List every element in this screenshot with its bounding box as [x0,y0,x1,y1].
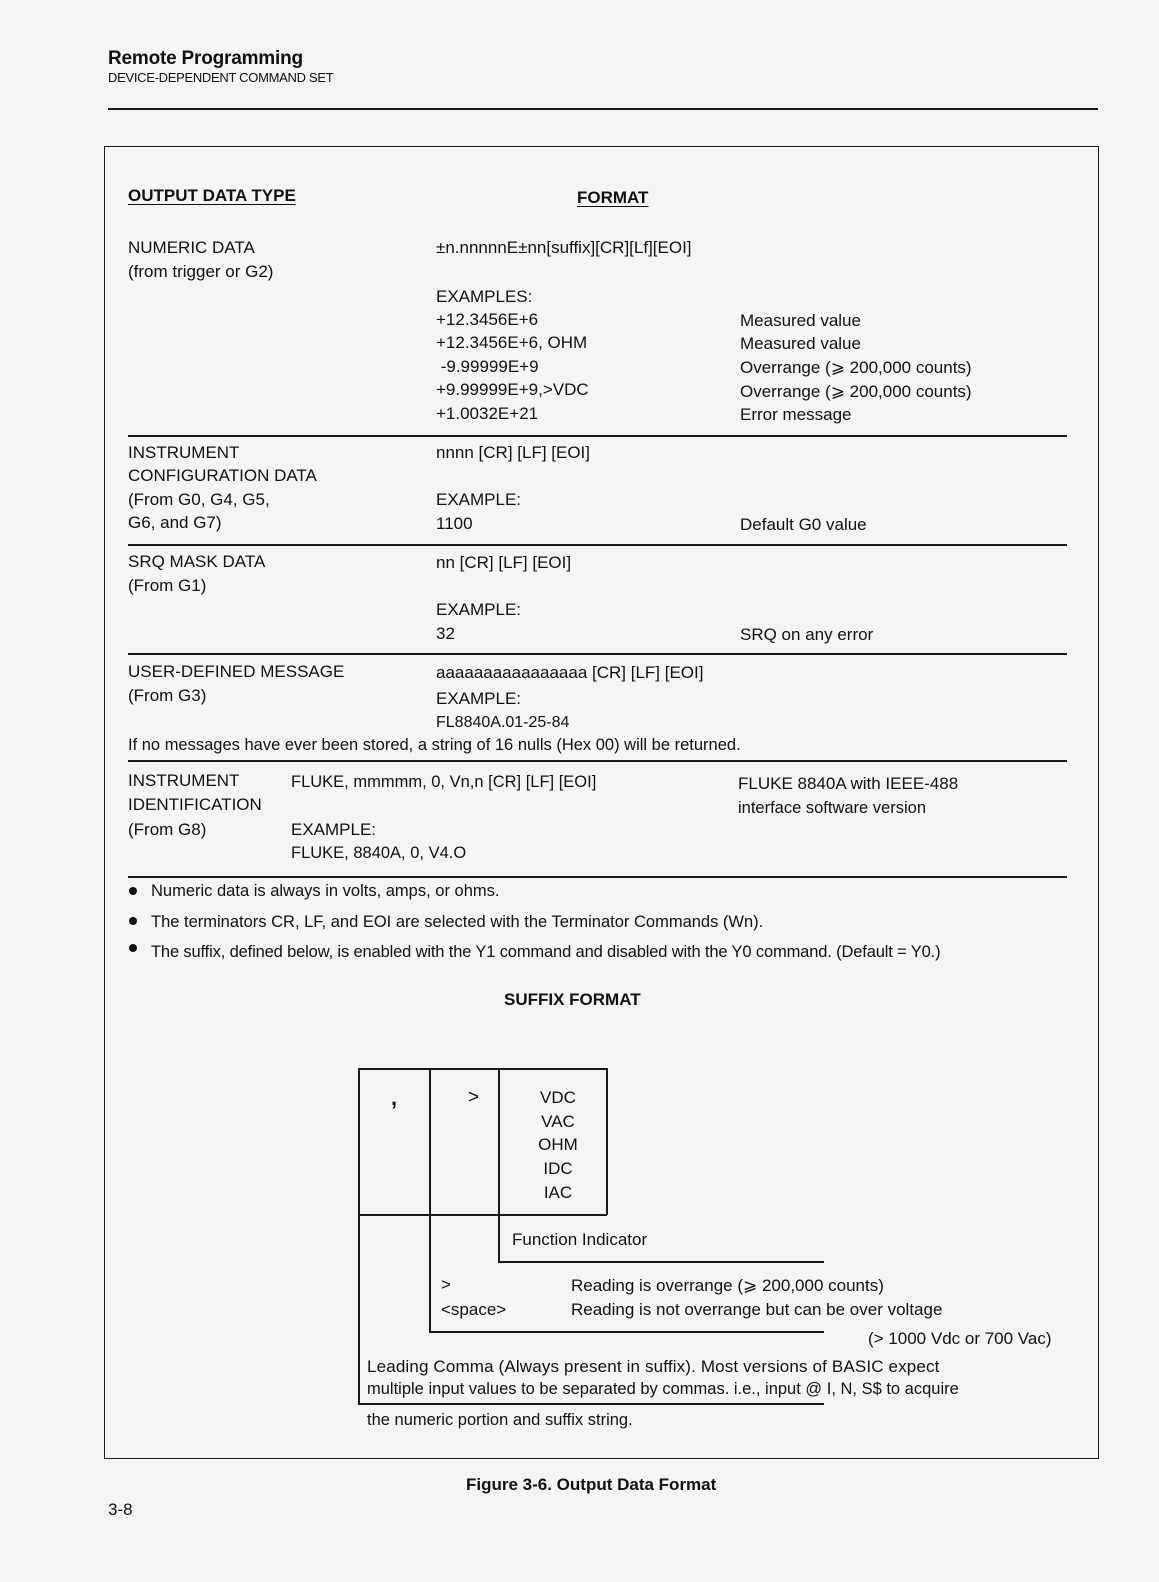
col-header-type: OUTPUT DATA TYPE [128,186,296,205]
config-type-line: CONFIGURATION DATA [128,466,317,485]
user-note: If no messages have ever been stored, a string of 16 nulls (Hex 00) will be returned. [128,736,741,754]
numeric-example-desc: Measured value [740,311,861,330]
numeric-example-desc: Error message [740,405,852,424]
function-code: VDC [540,1088,576,1107]
ident-format: FLUKE, mmmmm, 0, Vn,n [CR] [LF] [EOI] [291,773,597,791]
ident-desc-2: interface software version [738,799,927,817]
config-type-line: INSTRUMENT [128,443,240,462]
numeric-example-value: +12.3456E+6, OHM [436,333,588,352]
section-title: Remote Programming [108,48,303,69]
overrange-desc: Reading is overrange (⩾ 200,000 counts) [571,1276,884,1295]
row-divider [128,876,1067,878]
config-example-value: 1100 [436,514,473,533]
bullet-text: Numeric data is always in volts, amps, or ohms. [151,882,500,900]
ident-example-label: EXAMPLE: [291,820,377,839]
ident-type: INSTRUMENT [128,771,240,790]
row-divider [128,760,1067,762]
header-rule [108,108,1098,110]
numeric-example-desc: Overrange (⩾ 200,000 counts) [740,358,972,377]
numeric-examples-label: EXAMPLES: [436,287,533,306]
diagram-line [358,1403,824,1405]
user-example-label: EXAMPLE: [436,689,522,708]
function-code: OHM [538,1135,578,1154]
comma-desc-2: multiple input values to be separated by commas. i.e., input @ I, N, S$ to acquire [367,1380,959,1398]
numeric-example-desc: Overrange (⩾ 200,000 counts) [740,382,972,401]
user-example-value: FL8840A.01-25-84 [436,714,570,731]
bullet-dot [129,917,137,925]
diagram-line [498,1068,500,1262]
bullet-dot [129,887,137,895]
srq-type: SRQ MASK DATA [128,552,266,571]
row-divider [128,435,1067,437]
srq-format: nn [CR] [LF] [EOI] [436,553,572,572]
config-format: nnnn [CR] [LF] [EOI] [436,443,591,462]
col-header-format: FORMAT [577,188,649,207]
bullet-dot [129,944,137,952]
numeric-source: (from trigger or G2) [128,262,274,281]
page-number: 3-8 [108,1500,133,1519]
numeric-example-value: +1.0032E+21 [436,404,539,423]
config-type-line: (From G0, G4, G5, [128,490,270,509]
diagram-line [498,1261,824,1263]
function-indicator-label: Function Indicator [512,1230,648,1249]
ident-desc: FLUKE 8840A with IEEE-488 [738,774,959,793]
bullet-text: The suffix, defined below, is enabled with the Y1 command and disabled with the Y0 command. (Default = Y0.) [151,943,941,961]
bullet-text: The terminators CR, LF, and EOI are selected with the Terminator Commands (Wn). [151,913,764,931]
row-divider [128,544,1067,546]
row-divider [128,653,1067,655]
suffix-comma: , [391,1085,398,1110]
ident-type-2: IDENTIFICATION [128,795,262,814]
space-desc-2: (> 1000 Vdc or 700 Vac) [868,1329,1052,1348]
function-code: IAC [543,1183,573,1202]
ident-source: (From G8) [128,820,207,839]
user-source: (From G3) [128,686,207,705]
space-symbol: <space> [441,1300,507,1319]
srq-example-desc: SRQ on any error [740,625,874,644]
overrange-symbol: > [441,1275,451,1294]
diagram-line [429,1331,824,1333]
config-example-desc: Default G0 value [740,515,867,534]
srq-example-value: 32 [436,624,455,643]
srq-example-label: EXAMPLE: [436,600,522,619]
config-type-line: G6, and G7) [128,513,222,532]
comma-desc-3: the numeric portion and suffix string. [367,1411,633,1429]
user-type: USER-DEFINED MESSAGE [128,662,345,681]
numeric-example-value: +9.99999E+9,>VDC [436,380,589,399]
function-code: IDC [543,1159,573,1178]
suffix-title: SUFFIX FORMAT [504,990,641,1009]
numeric-example-value: +12.3456E+6 [436,310,539,329]
srq-source: (From G1) [128,576,207,595]
config-example-label: EXAMPLE: [436,490,522,509]
user-format: aaaaaaaaaaaaaaaa [CR] [LF] [EOI] [436,663,704,682]
diagram-line [429,1068,431,1332]
numeric-example-desc: Measured value [740,334,861,353]
section-subtitle: DEVICE-DEPENDENT COMMAND SET [108,70,334,85]
figure-caption: Figure 3-6. Output Data Format [466,1475,717,1494]
numeric-type: NUMERIC DATA [128,238,255,257]
numeric-format: ±n.nnnnnE±nn[suffix][CR][Lf][EOI] [436,238,692,257]
diagram-line [358,1068,360,1403]
space-desc: Reading is not overrange but can be over voltage [571,1300,943,1319]
suffix-gt: > [468,1087,480,1108]
diagram-line [358,1214,607,1216]
numeric-example-value: -9.99999E+9 [436,357,539,376]
ident-example-value: FLUKE, 8840A, 0, V4.O [291,844,467,862]
comma-desc: Leading Comma (Always present in suffix). Most versions of BASIC expect [367,1357,940,1376]
diagram-line [358,1068,607,1070]
function-code: VAC [541,1112,575,1131]
